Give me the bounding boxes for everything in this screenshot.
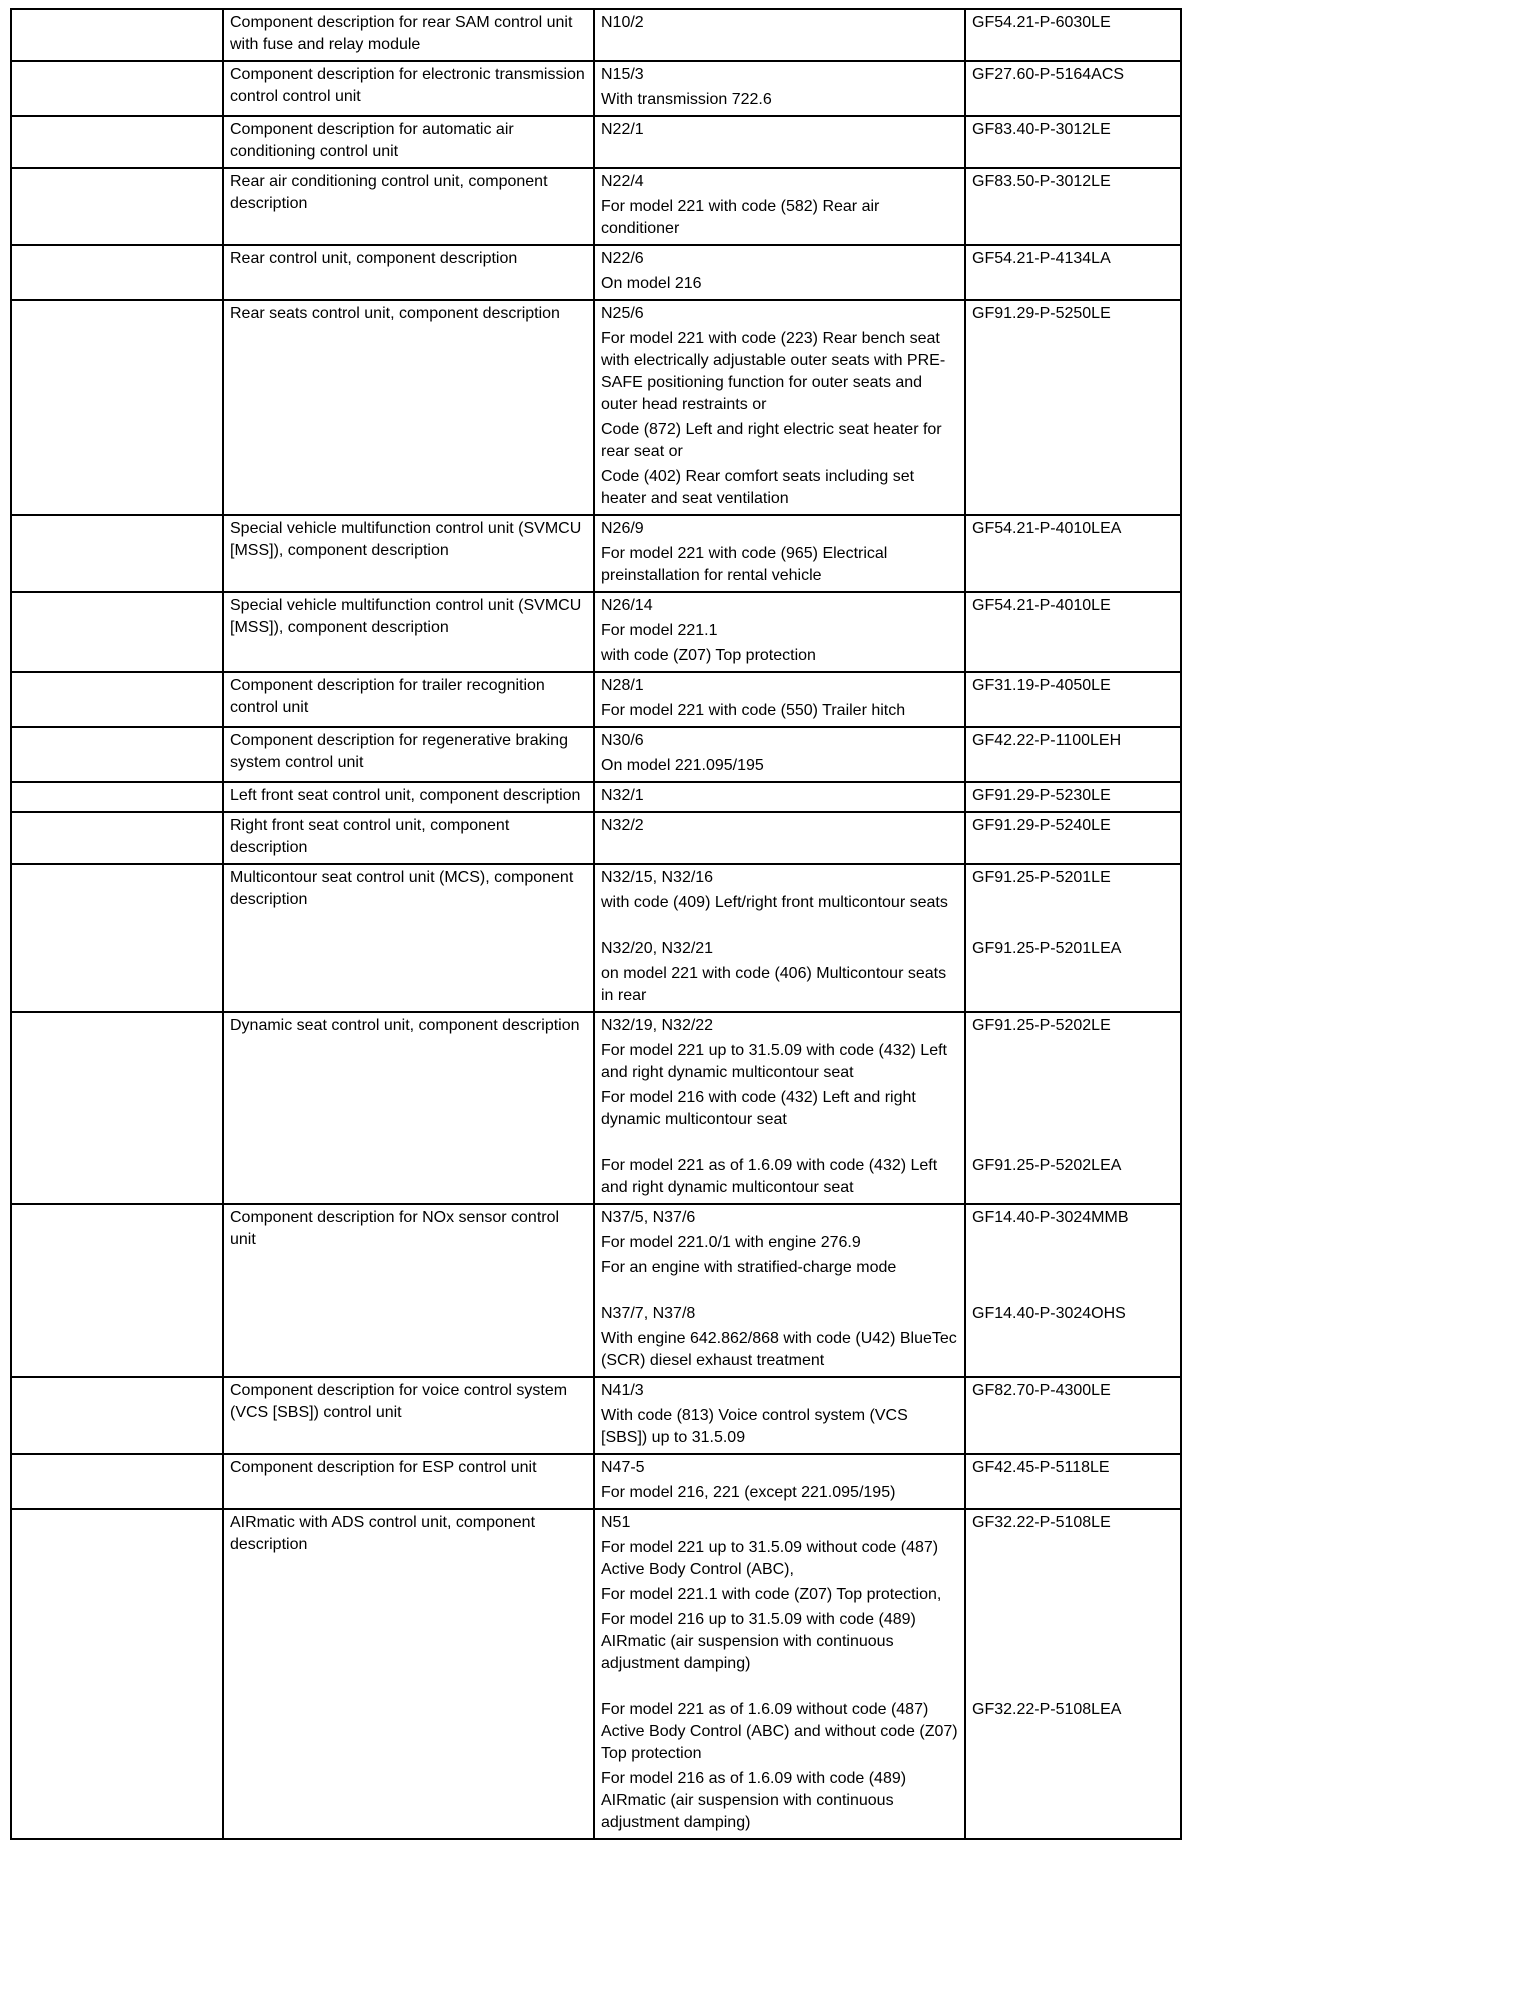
segments	[595, 1378, 1180, 1453]
detail-paragraph: For model 216, 221 (except 221.095/195)	[601, 1484, 896, 1501]
detail-paragraph: N32/20, N32/21	[601, 940, 714, 957]
table-row	[12, 783, 1180, 813]
detail-paragraph: For model 221.1 with code (Z07) Top protection,	[601, 1586, 942, 1603]
detail-cell	[595, 62, 966, 115]
spacer-cell	[12, 673, 224, 726]
description-cell: AIRmatic with ADS control unit, component description	[224, 1510, 595, 1838]
document-number-cell: GF54.21-P-4010LE	[972, 597, 1111, 614]
detail-paragraph: With code (813) Voice control system (VCS [SBS]) up to 31.5.09	[601, 1407, 908, 1446]
detail-paragraph: Code (872) Left and right electric seat heater for rear seat or	[601, 421, 942, 460]
document-number-cell: GF54.21-P-4010LEA	[972, 520, 1122, 537]
description-cell: Component description for ESP control unit	[224, 1455, 595, 1508]
detail-paragraph: N32/19, N32/22	[601, 1017, 714, 1034]
segments	[595, 10, 1180, 60]
row-segment	[595, 918, 1180, 1011]
description-cell: Rear air conditioning control unit, component description	[224, 169, 595, 244]
description-cell: Component description for NOx sensor control unit	[224, 1205, 595, 1376]
table-row	[12, 865, 1180, 1013]
detail-paragraph: with code (409) Left/right front multicontour seats	[601, 894, 948, 911]
detail-cell	[595, 1679, 966, 1838]
row-segment	[595, 673, 1180, 726]
detail-paragraph: For model 221 with code (582) Rear air conditioner	[601, 198, 880, 237]
segments	[595, 246, 1180, 299]
row-segment	[595, 1013, 1180, 1135]
spacer-cell	[12, 10, 224, 60]
spacer-cell	[12, 62, 224, 115]
detail-paragraph: For an engine with stratified-charge mode	[601, 1259, 897, 1276]
detail-paragraph: For model 221 with code (223) Rear bench seat with electrically adjustable outer seats with PRE-SAFE positioning function for outer seats and outer head restraints or	[601, 330, 946, 413]
segments	[595, 728, 1180, 781]
detail-paragraph: N22/6	[601, 250, 644, 267]
description-cell: Component description for regenerative braking system control unit	[224, 728, 595, 781]
row-segment	[595, 1283, 1180, 1376]
spacer-cell	[12, 728, 224, 781]
detail-paragraph: For model 221.0/1 with engine 276.9	[601, 1234, 861, 1251]
row-segment	[595, 865, 1180, 918]
description-cell: Component description for voice control system (VCS [SBS]) control unit	[224, 1378, 595, 1453]
segments	[595, 673, 1180, 726]
table-row	[12, 117, 1180, 169]
description-cell: Dynamic seat control unit, component description	[224, 1013, 595, 1203]
detail-paragraph: For model 216 with code (432) Left and right dynamic multicontour seat	[601, 1089, 916, 1128]
segments	[595, 117, 1180, 167]
detail-cell	[595, 301, 966, 514]
spacer-cell	[12, 301, 224, 514]
detail-paragraph: N30/6	[601, 732, 644, 749]
document-number-cell: GF31.19-P-4050LE	[972, 677, 1111, 694]
spacer-cell	[12, 516, 224, 591]
table-row	[12, 1013, 1180, 1205]
detail-cell	[595, 728, 966, 781]
table-row	[12, 10, 1180, 62]
segments	[595, 865, 1180, 1011]
description-cell: Component description for electronic transmission control control unit	[224, 62, 595, 115]
detail-cell	[595, 516, 966, 591]
detail-paragraph: Code (402) Rear comfort seats including set heater and seat ventilation	[601, 468, 915, 507]
detail-cell	[595, 1378, 966, 1453]
row-segment	[595, 1378, 1180, 1453]
detail-paragraph: For model 216 up to 31.5.09 with code (489) AIRmatic (air suspension with continuous adjustment damping)	[601, 1611, 916, 1672]
detail-paragraph: For model 221 up to 31.5.09 without code (487) Active Body Control (ABC),	[601, 1539, 939, 1578]
document-number-cell: GF91.25-P-5201LEA	[972, 940, 1122, 957]
detail-paragraph: For model 221.1	[601, 622, 718, 639]
document-number-cell: GF91.29-P-5250LE	[972, 305, 1111, 322]
description-cell: Left front seat control unit, component description	[224, 783, 595, 811]
detail-cell	[595, 1510, 966, 1679]
table-row	[12, 813, 1180, 865]
segments	[595, 813, 1180, 863]
description-cell: Component description for trailer recognition control unit	[224, 673, 595, 726]
row-segment	[595, 813, 1180, 863]
detail-cell	[595, 1205, 966, 1283]
segments	[595, 593, 1180, 671]
row-segment	[595, 62, 1180, 115]
document-number-cell: GF42.22-P-1100LEH	[972, 732, 1122, 749]
segments	[595, 301, 1180, 514]
table-row	[12, 516, 1180, 593]
segments	[595, 62, 1180, 115]
detail-paragraph: N22/4	[601, 173, 644, 190]
detail-paragraph: N22/1	[601, 121, 644, 138]
spacer-cell	[12, 783, 224, 811]
spacer-cell	[12, 169, 224, 244]
document-number-cell: GF91.25-P-5202LEA	[972, 1157, 1122, 1174]
detail-paragraph: N15/3	[601, 66, 644, 83]
spacer-cell	[12, 246, 224, 299]
row-segment	[595, 593, 1180, 671]
detail-cell	[595, 593, 966, 671]
document-number-cell: GF83.50-P-3012LE	[972, 173, 1111, 190]
spacer-cell	[12, 1455, 224, 1508]
detail-paragraph: With engine 642.862/868 with code (U42) BlueTec (SCR) diesel exhaust treatment	[601, 1330, 957, 1369]
spacer-cell	[12, 813, 224, 863]
row-segment	[595, 1510, 1180, 1679]
detail-cell	[595, 1013, 966, 1135]
detail-paragraph: N37/5, N37/6	[601, 1209, 696, 1226]
segments	[595, 169, 1180, 244]
description-cell: Rear control unit, component description	[224, 246, 595, 299]
row-segment	[595, 246, 1180, 299]
document-number-cell: GF42.45-P-5118LE	[972, 1459, 1110, 1476]
detail-cell	[595, 813, 966, 863]
row-segment	[595, 10, 1180, 60]
detail-cell	[595, 169, 966, 244]
detail-paragraph: N41/3	[601, 1382, 644, 1399]
row-segment	[595, 301, 1180, 514]
description-cell: Component description for automatic air conditioning control unit	[224, 117, 595, 167]
detail-paragraph: For model 221 as of 1.6.09 with code (432) Left and right dynamic multicontour seat	[601, 1157, 938, 1196]
row-segment	[595, 516, 1180, 591]
description-cell: Special vehicle multifunction control unit (SVMCU [MSS]), component description	[224, 593, 595, 671]
detail-cell	[595, 783, 966, 811]
table-row	[12, 673, 1180, 728]
spacer-cell	[12, 593, 224, 671]
description-cell: Special vehicle multifunction control unit (SVMCU [MSS]), component description	[224, 516, 595, 591]
detail-paragraph: with code (Z07) Top protection	[601, 647, 816, 664]
document-number-cell: GF54.21-P-6030LE	[972, 14, 1111, 31]
detail-paragraph: N26/9	[601, 520, 644, 537]
detail-cell	[595, 1455, 966, 1508]
segments	[595, 1455, 1180, 1508]
document-number-cell: GF91.25-P-5202LE	[972, 1017, 1111, 1034]
row-segment	[595, 1455, 1180, 1508]
document-number-cell: GF91.25-P-5201LE	[972, 869, 1111, 886]
segments	[595, 783, 1180, 811]
spacer-cell	[12, 865, 224, 1011]
document-number-cell: GF83.40-P-3012LE	[972, 121, 1111, 138]
document-number-cell: GF82.70-P-4300LE	[972, 1382, 1111, 1399]
component-table-body	[12, 10, 1180, 1838]
row-segment	[595, 1679, 1180, 1838]
description-cell: Right front seat control unit, component description	[224, 813, 595, 863]
detail-paragraph: N28/1	[601, 677, 644, 694]
detail-cell	[595, 246, 966, 299]
table-row	[12, 1455, 1180, 1510]
description-cell: Rear seats control unit, component description	[224, 301, 595, 514]
spacer-cell	[12, 1378, 224, 1453]
description-cell: Multicontour seat control unit (MCS), component description	[224, 865, 595, 1011]
segments	[595, 1205, 1180, 1376]
description-cell: Component description for rear SAM control unit with fuse and relay module	[224, 10, 595, 60]
detail-paragraph: On model 221.095/195	[601, 757, 764, 774]
segments	[595, 1510, 1180, 1838]
detail-paragraph: N32/15, N32/16	[601, 869, 714, 886]
document-number-cell: GF54.21-P-4134LA	[972, 250, 1111, 267]
detail-paragraph: For model 221 up to 31.5.09 with code (432) Left and right dynamic multicontour seat	[601, 1042, 947, 1081]
spacer-cell	[12, 1205, 224, 1376]
detail-cell	[595, 1283, 966, 1376]
table-row	[12, 1205, 1180, 1378]
detail-paragraph: N32/1	[601, 787, 644, 804]
row-segment	[595, 1135, 1180, 1203]
detail-paragraph: N37/7, N37/8	[601, 1305, 696, 1322]
detail-cell	[595, 117, 966, 167]
detail-paragraph: N47-5	[601, 1459, 645, 1476]
spacer-cell	[12, 1013, 224, 1203]
document-number-cell: GF91.29-P-5240LE	[972, 817, 1111, 834]
table-row	[12, 246, 1180, 301]
document-number-cell: GF91.29-P-5230LE	[972, 787, 1111, 804]
component-table	[10, 8, 1182, 1840]
document-number-cell: GF14.40-P-3024OHS	[972, 1305, 1126, 1322]
row-segment	[595, 783, 1180, 811]
document-number-cell: GF32.22-P-5108LEA	[972, 1701, 1122, 1718]
detail-paragraph: For model 221 with code (550) Trailer hitch	[601, 702, 906, 719]
page	[0, 8, 1520, 2006]
detail-cell	[595, 10, 966, 60]
segments	[595, 1013, 1180, 1203]
row-segment	[595, 117, 1180, 167]
detail-paragraph: On model 216	[601, 275, 702, 292]
table-row	[12, 728, 1180, 783]
document-number-cell: GF27.60-P-5164ACS	[972, 66, 1125, 83]
detail-paragraph: N26/14	[601, 597, 653, 614]
document-number-cell: GF14.40-P-3024MMB	[972, 1209, 1129, 1226]
table-row	[12, 62, 1180, 117]
detail-paragraph: N25/6	[601, 305, 644, 322]
detail-paragraph: For model 221 with code (965) Electrical preinstallation for rental vehicle	[601, 545, 888, 584]
table-row	[12, 1378, 1180, 1455]
spacer-cell	[12, 1510, 224, 1838]
row-segment	[595, 728, 1180, 781]
document-number-cell: GF32.22-P-5108LE	[972, 1514, 1111, 1531]
segments	[595, 516, 1180, 591]
detail-paragraph: With transmission 722.6	[601, 91, 772, 108]
detail-paragraph: N32/2	[601, 817, 644, 834]
detail-cell	[595, 673, 966, 726]
detail-paragraph: N10/2	[601, 14, 644, 31]
table-row	[12, 1510, 1180, 1838]
detail-cell	[595, 918, 966, 1011]
table-row	[12, 169, 1180, 246]
detail-paragraph: For model 221 as of 1.6.09 without code (487) Active Body Control (ABC) and without code (Z07) Top protection	[601, 1701, 958, 1762]
table-row	[12, 301, 1180, 516]
row-segment	[595, 169, 1180, 244]
detail-cell	[595, 1135, 966, 1203]
detail-paragraph: N51	[601, 1514, 631, 1531]
detail-paragraph: For model 216 as of 1.6.09 with code (489) AIRmatic (air suspension with continuous adjustment damping)	[601, 1770, 907, 1831]
row-segment	[595, 1205, 1180, 1283]
detail-cell	[595, 865, 966, 918]
table-row	[12, 593, 1180, 673]
detail-paragraph: on model 221 with code (406) Multicontour seats in rear	[601, 965, 947, 1004]
spacer-cell	[12, 117, 224, 167]
